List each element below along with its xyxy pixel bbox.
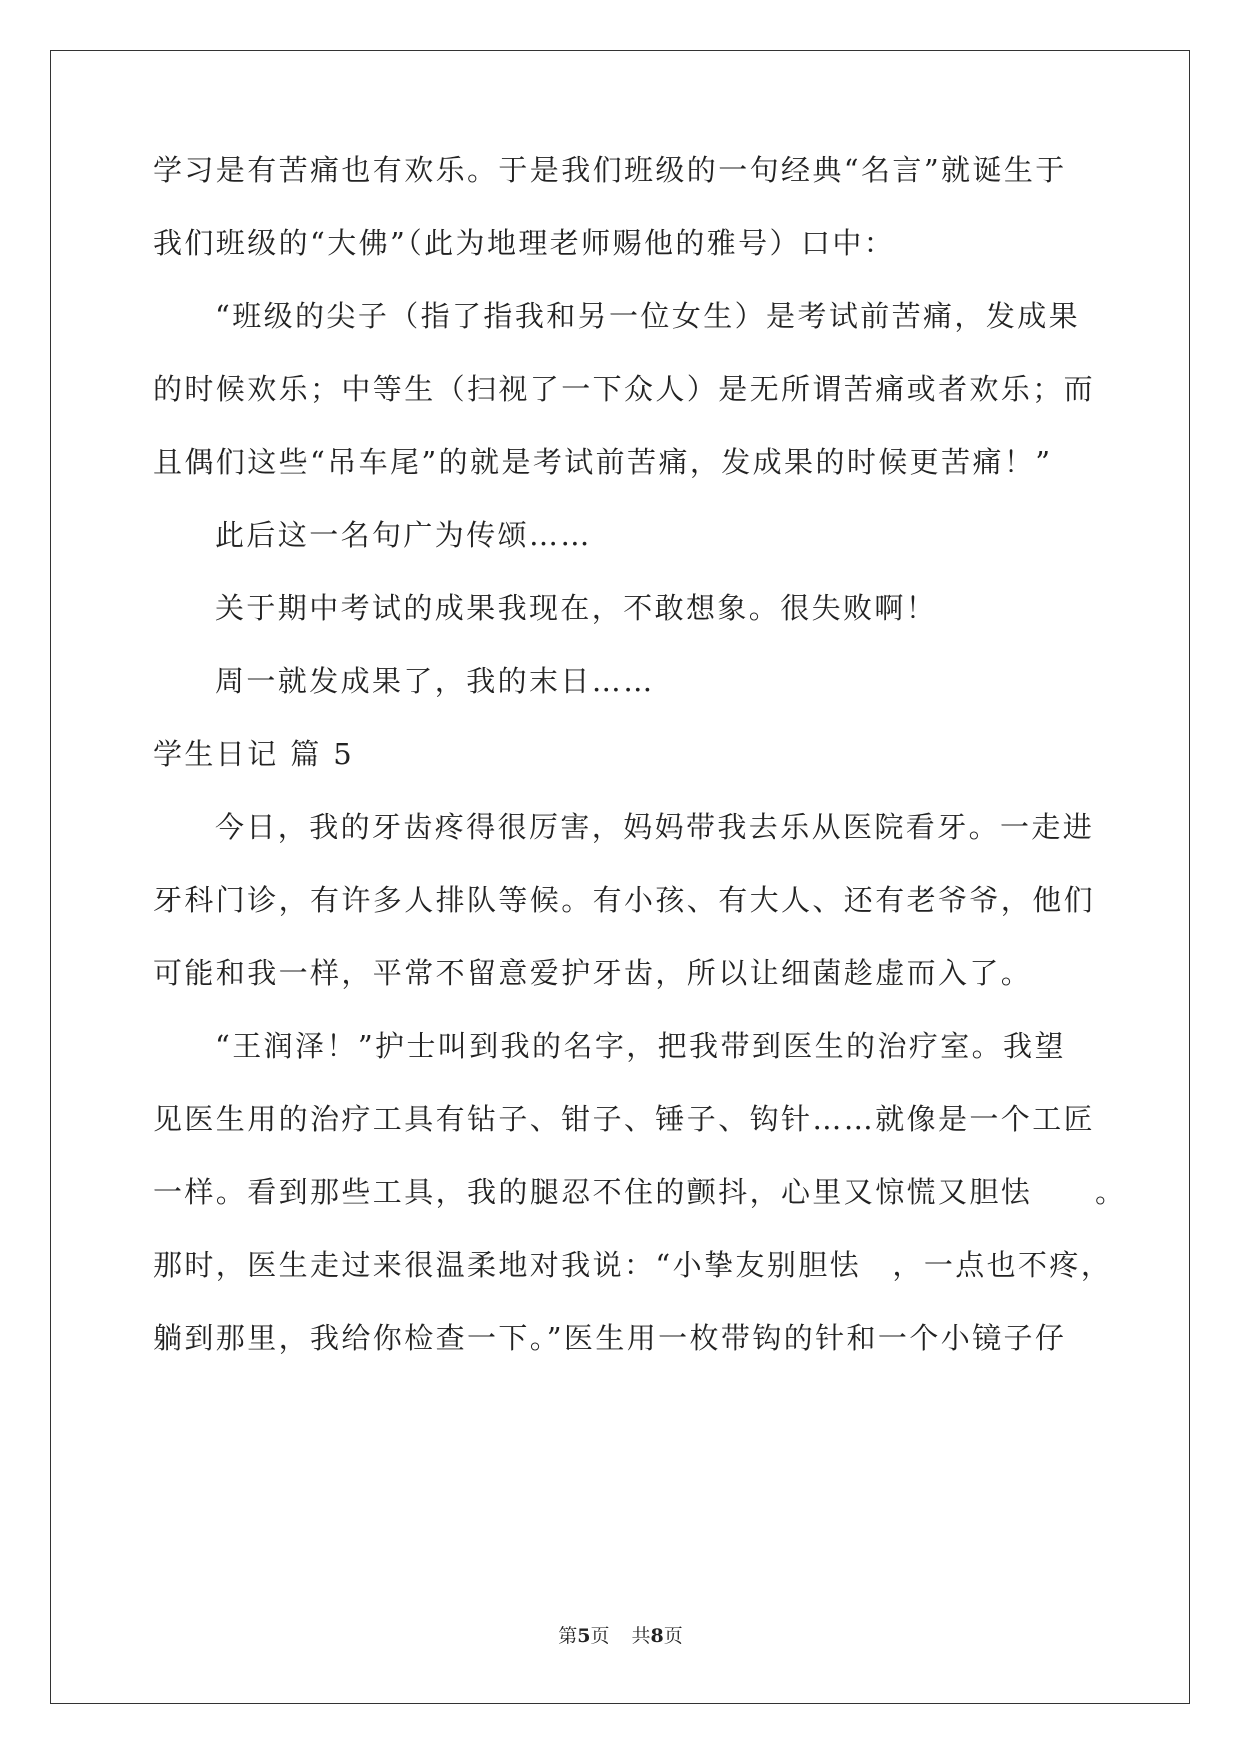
text-line-10: 今日，我的牙齿疼得很厉害，妈妈带我去乐从医院看牙。一走进 (215, 810, 1095, 844)
page-label-prefix: 第 (558, 1625, 578, 1647)
text-line-6: 此后这一名句广为传颂…… (215, 518, 592, 552)
text-line-3: “班级的尖子（指了指我和另一位女生）是考试前苦痛，发成果 (215, 299, 1081, 333)
text-line-8: 周一就发成果了，我的末日…… (215, 664, 655, 698)
section-heading: 学生日记 篇 5 (153, 737, 355, 771)
text-line-11: 牙科门诊，有许多人排队等候。有小孩、有大人、还有老爷爷，他们 (153, 883, 1096, 917)
text-line-7: 关于期中考试的成果我现在，不敢想象。很失败啊！ (215, 591, 938, 625)
page-footer (0, 1624, 1241, 1648)
text-line-13: “王润泽！”护士叫到我的名字，把我带到医生的治疗室。我望 (215, 1029, 1066, 1063)
text-line-17: 躺到那里，我给你检查一下。”医生用一枚带钩的针和一个小镜子仔 (153, 1321, 1067, 1355)
text-line-2: 我们班级的“大佛”（此为地理老师赐他的雅号）口中： (153, 226, 896, 260)
page-total-number: 8 (650, 1625, 664, 1647)
text-line-4: 的时候欢乐；中等生（扫视了一下众人）是无所谓苦痛或者欢乐；而 (153, 372, 1096, 406)
page-label-suffix: 页 (590, 1625, 610, 1647)
text-line-5: 且偶们这些“吊车尾”的就是考试前苦痛，发成果的时候更苦痛！” (153, 445, 1053, 479)
text-line-15: 一样。看到那些工具，我的腿忍不住的颤抖，心里又惊慌又胆怯 。 (153, 1175, 1127, 1209)
text-line-12: 可能和我一样，平常不留意爱护牙齿，所以让细菌趁虚而入了。 (153, 956, 1033, 990)
total-label-prefix: 共 (631, 1625, 651, 1647)
total-label-suffix: 页 (663, 1625, 683, 1647)
page-current-number: 5 (577, 1625, 591, 1647)
text-line-14: 见医生用的治疗工具有钻子、钳子、锤子、钩针……就像是一个工匠 (153, 1102, 1096, 1136)
text-line-1: 学习是有苦痛也有欢乐。于是我们班级的一句经典“名言”就诞生于 (153, 153, 1067, 187)
text-line-16: 那时，医生走过来很温柔地对我说：“小挚友别胆怯 ，一点也不疼， (153, 1248, 1113, 1282)
